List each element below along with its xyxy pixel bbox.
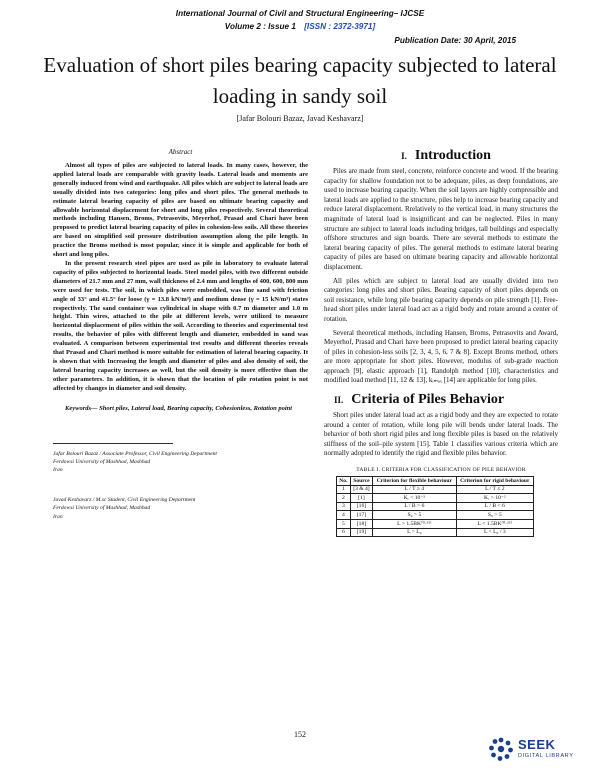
intro-paragraph-3: Several theoretical methods, including Hansen, Broms, Petrasovits and Award, Meyerhof, Prasad and Chari have been proposed to predict lateral bearing capacity of piles in cohesion-less soils [2, 3, 4, 5, 6, 7 & 8]. Except Broms method, others are more appropriate for short piles. However, modulus of sub-grade reaction approach [9], elastic approach [1], Randolph method [10], characteristics and modified load method [11, 12 & 13], kᵢₘₐₓ [14] are applicable for long piles.	[324, 328, 558, 385]
abstract	[53, 162, 308, 394]
table-cell: L / T ≤ 2	[456, 485, 533, 494]
table-row	[337, 502, 534, 511]
table-cell: L > 1.5BK⁽⁰·²⁵⁾	[373, 520, 457, 529]
table-cell: [1]	[350, 494, 372, 503]
table-caption: TABLE I. CRITERIA FOR CLASSIFICATION OF PILE BEHAVIOR	[356, 467, 526, 474]
section-heading-introduction	[324, 148, 558, 164]
table-cell: [16]	[350, 502, 372, 511]
abstract-heading: Abstract	[168, 148, 193, 156]
section-number: I.	[401, 151, 407, 161]
keywords: Keywords— Short piles, Lateral load, Bearing capacity, Cohesionless, Rotation point	[65, 404, 293, 412]
footnote-line: Iran	[53, 513, 63, 520]
table-cell: L < L₀ / 3	[456, 528, 533, 537]
table-row	[337, 528, 534, 537]
table-cell: S₀ > 5	[373, 511, 457, 520]
abstract-paragraph-1: Almost all types of piles are subjected to lateral loads. In many cases, however, the applied lateral loads are comparable with gravity loads. Lateral loads and moments are generally induced from wind and earthquake. All piles which are subject to lateral loads are usually divided into two categories: long piles and short piles. The general methods to estimate lateral bearing capacity of piles are based on ultimate bearing capacity and allowable horizontal displacement for short and long piles respectively. Several theoretical methods including Hansen, Broms, Petrasovits, Meyerhof, Prasad and Chari have been proposed to predict lateral bearing capacity of piles in cohesion-less soils. All these theories are based on simplified soil pressure distribution assumption along the pile length. In practice the Broms method is most popular, since it is simple and applicable for both of short and long piles.	[53, 162, 308, 259]
authors: [Jafar Bolouri Bazaz, Javad Keshavarz]	[236, 114, 364, 123]
table-header-cell: Criterion for flexible behaviour	[373, 477, 457, 486]
volume-issue-line	[140, 22, 460, 31]
journal-name: International Journal of Civil and Structural Engineering– IJCSE	[175, 9, 425, 18]
table-cell: Kᵣ < 10⁻⁵	[373, 494, 457, 503]
seek-digital-library-logo	[488, 734, 578, 766]
table-cell: L / B < 6	[456, 502, 533, 511]
footnote-author-2	[53, 496, 308, 521]
left-column	[53, 148, 308, 521]
seek-logo-icon	[488, 736, 514, 762]
footnote-line: Jafar Bolouri Bazaz / Associate Professor, Civil Engineering Department	[53, 450, 217, 457]
table-row	[337, 485, 534, 494]
table-row	[337, 511, 534, 520]
table-row	[337, 520, 534, 529]
table-cell: L < 1.5BK⁽⁰·²⁵⁾	[456, 520, 533, 529]
section-heading-criteria	[324, 392, 558, 408]
section-title: Criteria of Piles Behavior	[351, 392, 505, 408]
table-cell: 1	[337, 485, 351, 494]
table-header-cell: Criterion for rigid behaviour	[456, 477, 533, 486]
table-header-cell: No.	[337, 477, 351, 486]
intro-paragraph-1: Piles are made from steel, concrete, reinforce concrete and wood. If the bearing capacity for shallow foundation not to be adequate, piles, as deep foundations, are used to increase bearing capacity. When the soil layers are highly compressible and lateral loads are applied to the structure, piles help to increase bearing capacity and reduce lateral displacement. Rrelatively to the vertical load, in many structures the magnitude of lateral load is insignificant and can be neglected. Piles in many structure are subject to lateral loads including bridges, tall buildings and especially offshore structures and sign boards. There are several methods to estimate the lateral bearing capacity of piles. The general methods to estimate lateral bearing capacity of piles are based on ultimate bearing capacity and allowable horizontal displacement.	[324, 167, 558, 271]
table-cell: [19]	[350, 528, 372, 537]
page-number: 152	[294, 730, 306, 739]
table-cell: S₀ > 5	[456, 511, 533, 520]
table-cell: 5	[337, 520, 351, 529]
table-cell: [3 & 4]	[350, 485, 372, 494]
table-header-row	[337, 477, 534, 486]
volume-issue: Volume 2 : Issue 1	[224, 22, 296, 31]
footnote-divider	[53, 443, 173, 444]
footnote-author-1	[53, 450, 308, 475]
right-column	[324, 148, 558, 537]
criteria-table	[336, 476, 534, 537]
table-row	[337, 494, 534, 503]
abstract-paragraph-2: In the present research steel pipes are used as pile in laboratory to evaluate lateral capacity of piles subjected to horizontal loads. Steel model piles, with two different outside diameters of 21.7 mm and 27 mm, wall thickness of 2.4 mm and lengths of 400, 600, 800 mm were used for tests. The soil, in which piles were embedded, was fine sand with friction angle of 33° and 41.5° for loose (γ = 13.8 kN/m³) and medium dense (γ = 15 kN/m³) states respectively. The sand container was cylindrical in shape with 0.7 m diameter and 1.0 m height. Thin wires, attached to the pile at different levels, were utilized to measure horizontal displacement of piles within the soil. According to theories and experimental test results, the behavior of piles with different length and diameter, embedded in sand was evaluated. A comparison between experimental test results and different theories reveals that Prasad and Chari method is more suitable for estimation of lateral bearing capacity. It is shown that with Increasing the length and diameter of piles and also density of soil, the lateral bearing capacity increases as well, but the soil density is more effective than the other parameters. In addition, it is shown that the location of pile rotation point is not affected by changes in diameter and soil density.	[53, 259, 308, 392]
table-cell: [17]	[350, 511, 372, 520]
table-cell: [18]	[350, 520, 372, 529]
table-cell: Kᵣ > 10⁻²	[456, 494, 533, 503]
table-cell: L / T ≥ 4	[373, 485, 457, 494]
section-title: Introduction	[414, 148, 491, 163]
footnote-line: Iran	[53, 466, 63, 473]
table-cell: 6	[337, 528, 351, 537]
criteria-paragraph-1: Short piles under lateral load act as a rigid body and they are expected to rotate around a center of rotation, while long pile will bends under lateral loads. The behavior of both short rigid piles and long flexible piles is based on the relatively stiffness of the soil–pile system [15]. Table 1 classifies various criteria which are normally adopted to identify the rigid and flexible piles behavior.	[324, 411, 558, 458]
logo-subtitle: DIGITAL LIBRARY	[518, 753, 574, 759]
publication-date: Publication Date: 30 April, 2015	[394, 36, 516, 45]
table-cell: 4	[337, 511, 351, 520]
table-cell: L / B > 6	[373, 502, 457, 511]
logo-name: SEEK	[518, 737, 556, 752]
footnote-line: Ferdowsi University of Mashhad, Mashhad	[53, 505, 151, 512]
footnote-line: Ferdowsi University of Mashhad, Mashhad	[53, 458, 151, 465]
table-header-cell: Source	[350, 477, 372, 486]
paper-title: Evaluation of short piles bearing capacity subjected to lateral loading in sandy soil	[43, 53, 557, 108]
table-cell: 2	[337, 494, 351, 503]
table-cell: 3	[337, 502, 351, 511]
footnote-line: Javad Keshavarz / M.sc Student, Civil Engineering Department	[53, 497, 196, 504]
intro-paragraph-2: All piles which are subject to lateral load are usually divided into two categories: long piles and short piles. Bearing capacity of short piles depends on soil resistance, while long pile bearing capacity depends on pile strength [1]. Free-head short piles under lateral load act as a rigid body and rotate around a center of rotation.	[324, 276, 558, 323]
section-number: II.	[334, 395, 344, 406]
issn: [ISSN : 2372-3971]	[304, 22, 376, 31]
table-cell: L > L₀	[373, 528, 457, 537]
